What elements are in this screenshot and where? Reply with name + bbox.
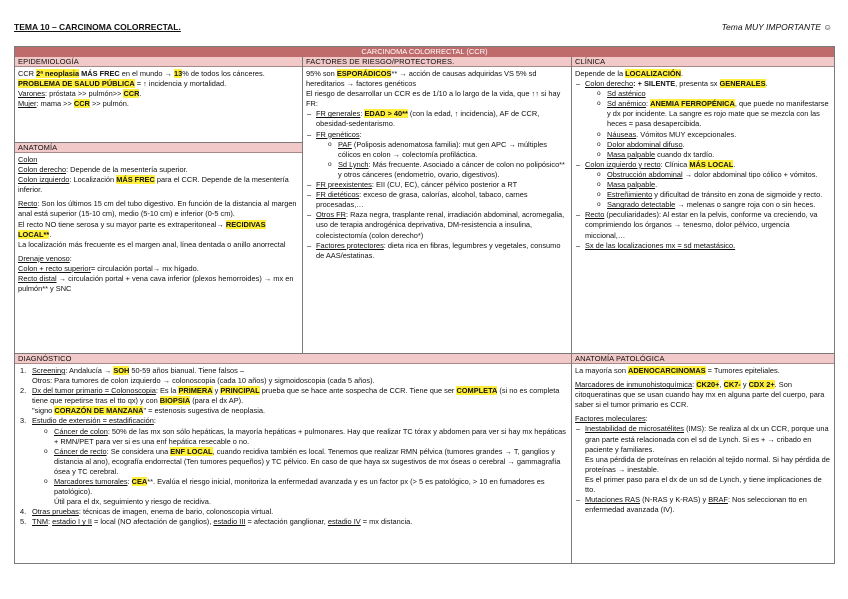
text-line — [18, 99, 299, 109]
text-segment: Inestabilidad de microsatélites — [585, 424, 685, 434]
text-segment: . — [49, 229, 52, 239]
list-item — [32, 517, 568, 527]
text-segment: COMPLETA — [456, 386, 498, 396]
list — [585, 170, 831, 210]
section-heading-anatomia: ANATOMÍA — [15, 143, 302, 153]
list-item — [607, 140, 831, 150]
text-segment: : Es la — [155, 386, 179, 396]
text-line — [18, 79, 299, 89]
text-segment: : Más frecuente. Asociado a cáncer de colon no polipósico** y otros cánceres (endometrio, ovario, digestivos). — [338, 159, 565, 179]
text-segment: : — [48, 517, 53, 527]
text-segment: Colon — [18, 155, 38, 164]
list-item — [316, 190, 568, 210]
text-segment: (con la edad, ↑ incidencia), AF de CCR, obesidad-sedentarismo. — [316, 109, 540, 129]
list-item — [32, 386, 568, 416]
text-segment: 2ª neoplasia — [36, 69, 80, 78]
text-segment: : — [69, 253, 72, 263]
text-line — [306, 69, 568, 89]
text-line — [575, 414, 831, 424]
text-segment: Factores moleculares — [575, 414, 646, 424]
text-segment: Colon izquierdo — [18, 175, 70, 185]
text-segment: : Se considera una — [106, 446, 171, 456]
text-segment: 50-59 años bianual. Tiene falsos – — [129, 366, 245, 375]
text-segment: CCR — [73, 99, 90, 109]
text-segment: Screening — [32, 366, 66, 375]
list — [575, 79, 831, 251]
text-segment: . — [765, 79, 768, 89]
text-segment: = mx distancia. — [360, 517, 413, 527]
list-item — [607, 150, 831, 160]
text-segment: Colon izquierdo y recto — [585, 159, 661, 169]
list — [316, 140, 568, 180]
text-segment: prueba que se hace ante sospecha de CCR. Tiene que ser — [259, 386, 457, 396]
list-item — [54, 477, 568, 507]
importance-text: Tema MUY IMPORTANTE — [721, 22, 821, 32]
text-segment: y — [212, 386, 221, 396]
text-segment: : Localización — [69, 175, 117, 185]
text-segment: = afectación ganglionar, — [245, 517, 328, 527]
text-segment: Sx de las localizaciones mx — [585, 240, 676, 250]
text-segment: MÁS FREC — [79, 69, 120, 78]
text-segment: Recto — [18, 199, 38, 209]
list-item — [607, 89, 831, 99]
text-segment: (Poliposis adenomatosa familia): mut gen APC → múltiples cólicos en colon → colectomía profiláctica. — [338, 139, 547, 159]
text-segment: Sangrado detectable — [607, 200, 676, 210]
text-segment: FR genéticos — [316, 129, 360, 139]
list-item — [316, 241, 568, 261]
text-line — [18, 220, 299, 240]
text-line — [18, 264, 299, 274]
text-segment: : Son los últimos 15 cm del tubo digestivo. En función de la distancia al margen anal está superior (15-10 cm), medio (5-10 cm) e inferior (0-5 cm). — [18, 199, 297, 219]
text-line — [575, 69, 831, 79]
list-item — [585, 210, 831, 240]
list-item — [32, 507, 568, 517]
text-segment: CCR — [123, 89, 140, 99]
section-heading-factores: FACTORES DE RIESGO/PROTECTORES. — [303, 57, 571, 67]
text-line — [18, 165, 299, 175]
text-segment: CDX 2+ — [748, 380, 775, 390]
text-segment: FR dietéticos — [316, 190, 360, 200]
text-segment: PAF — [338, 139, 352, 149]
text-segment: PROBLEMA DE SALUD PÚBLICA — [18, 79, 135, 89]
text-segment: : — [127, 477, 132, 487]
text-segment: MÁS LOCAL — [689, 159, 734, 169]
text-segment: La localización más frecuente es el margen anal, línea dentada o anillo anorrectal — [18, 239, 286, 249]
text-segment: , presenta sx — [675, 79, 720, 89]
text-segment: (peculiaridades): Al estar en la pelvis, conforme va creciendo, va comprimiendo los órganos → tenesmo, dolor pélvico, urgencia miccional,… — [585, 210, 818, 240]
text-segment: BIOPSIA — [159, 396, 191, 406]
text-segment: ANEMIA FERROPÉNICA — [650, 99, 735, 109]
importance-note — [722, 22, 832, 32]
clinica-body — [572, 68, 834, 353]
text-segment: Útil para el dx, seguimiento y riesgo de recidiva. — [54, 497, 211, 507]
text-segment: : Clínica — [660, 159, 690, 169]
text-segment: : EII (CU, EC), cáncer pélvico posterior a RT — [371, 180, 518, 190]
text-segment: Estudio de extensión = estadificación — [32, 416, 154, 426]
text-segment: Otros FR — [316, 210, 346, 220]
list-item — [607, 190, 831, 200]
list — [18, 366, 568, 528]
text-segment: cuando dx tardío. — [655, 149, 715, 159]
text-segment: Marcadores de inmunohistoquímica — [575, 380, 693, 390]
text-segment: Sd anémico — [607, 99, 647, 109]
text-segment: Marcadores tumorales — [54, 477, 128, 487]
list-item — [585, 424, 831, 495]
list-item — [607, 200, 831, 210]
section-heading-diagnostico: DIAGNÓSTICO — [15, 354, 571, 364]
text-segment: CORAZÓN DE MANZANA — [54, 406, 144, 416]
list-item — [585, 160, 831, 210]
list-item — [316, 109, 568, 129]
text-segment: (N-RAS y K-RAS) y — [640, 495, 709, 505]
text-segment: : — [646, 99, 651, 109]
text-segment: La mayoría son — [575, 366, 628, 375]
list-item — [607, 170, 831, 180]
section-heading-clinica: CLÍNICA — [572, 57, 834, 67]
text-segment: 95% son — [306, 69, 337, 78]
list — [306, 109, 568, 260]
list-item — [316, 210, 568, 240]
text-segment: estadio I y II — [52, 517, 92, 527]
text-segment: FR generales — [316, 109, 361, 119]
text-segment: : mama >> — [36, 99, 74, 109]
text-segment: : 50% de las mx son sólo hepáticas, la mayoría hepáticas + pulmonares. Hay que realizar TC tórax y abdomen para ver si hay mx hepáticas + RMN/PET para ver si es una enf hepática resecable o no. — [54, 426, 566, 446]
text-line — [18, 274, 299, 294]
text-segment: " = estenosis sugestiva de neoplasia. — [143, 406, 266, 416]
list-item — [585, 241, 831, 251]
text-line — [18, 89, 299, 99]
diagnostico-body — [15, 365, 571, 563]
section-heading-epidemiologia: EPIDEMIOLOGÍA — [15, 57, 302, 67]
list-item — [32, 366, 568, 386]
text-line — [18, 69, 299, 79]
text-segment: El riesgo de desarrollar un CCR es de 1/10 a lo largo de la vida, que ↑↑ si hay FR: — [306, 89, 561, 109]
text-line — [18, 175, 299, 195]
text-segment: : dieta rica en fibras, legumbres y vegetales, consumo de AAS/estatinas. — [316, 240, 561, 260]
text-segment: , — [719, 380, 724, 390]
text-segment: ** → acción de causas adquiridas VS 5% sd hereditarios → factores genéticos — [306, 69, 537, 89]
text-segment: ENF LOCAL — [170, 446, 213, 456]
text-segment: . Vómitos MUY excepcionales. — [636, 129, 737, 139]
text-segment: Varones — [18, 89, 45, 99]
text-segment: Estreñimiento — [607, 190, 653, 200]
text-segment: . — [655, 180, 658, 190]
text-segment: % de todos los cánceres. — [182, 69, 265, 78]
list-item — [607, 180, 831, 190]
list-item — [607, 130, 831, 140]
epidemiologia-body — [15, 68, 302, 142]
text-segment: Recto — [585, 210, 605, 220]
list — [575, 424, 831, 515]
text-segment: = sd metastásico. — [675, 240, 736, 250]
anatomia-body — [15, 154, 302, 353]
text-segment: en el mundo → — [119, 69, 174, 78]
text-segment: EDAD > 40** — [364, 109, 408, 119]
text-segment: GENERALES — [719, 79, 766, 89]
text-segment: , que puede no manifestarse y dx por incidente. La sangre es rojo mate que se mezcla con las heces = pasa desapercibida. — [607, 99, 829, 129]
text-segment: = ↑ incidencia y mortalidad. — [134, 79, 227, 89]
text-segment: Masa palpable — [607, 149, 656, 159]
text-segment: estadio III — [213, 517, 246, 527]
text-segment: : técnicas de imagen, enema de bario, colonoscopia virtual. — [78, 507, 274, 517]
list-item — [54, 427, 568, 447]
text-segment: CCR — [18, 69, 37, 78]
summary-table — [14, 46, 835, 564]
text-segment: TNM — [32, 517, 49, 527]
text-line — [18, 199, 299, 219]
text-segment: = local (NO afectación de ganglios), — [91, 517, 214, 527]
list-item — [338, 160, 568, 180]
text-segment: Es una pérdida de proteínas en relación al tejido normal. Si hay pérdida de proteínas → inestable. — [585, 454, 830, 474]
text-segment: = Tumores epiteliales. — [705, 366, 780, 375]
text-segment: Obstrucción abdominal — [607, 169, 683, 179]
list-item — [54, 447, 568, 477]
list-item — [32, 416, 568, 507]
text-segment: CK20+ — [696, 380, 720, 390]
section-heading-patologica: ANATOMÍA PATOLÓGICA — [572, 354, 834, 364]
list-item — [316, 180, 568, 190]
text-segment: (para el dx AP). — [190, 396, 244, 406]
text-segment: : — [645, 414, 648, 424]
text-segment: Mutaciones RAS — [585, 495, 641, 505]
text-segment: CK7- — [723, 380, 741, 390]
text-segment: : Depende de la mesentería superior. — [66, 165, 188, 175]
text-segment: Drenaje venoso — [18, 253, 70, 263]
text-segment: SOH — [113, 366, 130, 375]
text-line — [18, 254, 299, 264]
text-segment: Colon + recto superior — [18, 263, 91, 273]
list-item — [607, 99, 831, 129]
text-segment: ESPORÁDICOS — [336, 69, 392, 78]
text-segment: Dx del tumor primario = Colonoscopia — [32, 386, 156, 396]
text-segment: >> pulmón. — [89, 99, 129, 109]
text-segment: (IMS): Se realiza al dx un CCR, porque una gran parte está relacionada con el sd de Lynch. Si es + → cribado en paciente y familiares. — [585, 424, 829, 454]
text-segment: : — [359, 129, 362, 139]
list-item — [585, 79, 831, 160]
text-segment: : — [153, 416, 156, 426]
text-segment: FR preexistentes — [316, 180, 372, 190]
text-segment: → circulación portal + vena cava inferior (plexos hemorroides) → mx en pulmón** y SNC — [18, 274, 294, 294]
list-item — [338, 140, 568, 160]
text-segment: Colon derecho — [585, 79, 634, 89]
text-segment: → melenas o sangre roja con o sin heces. — [675, 200, 816, 210]
text-segment: : próstata >> pulmón>> — [44, 89, 124, 99]
text-segment: RECIDIVAS LOCAL** — [18, 219, 266, 239]
document-title: TEMA 10 – CARCINOMA COLORRECTAL. — [14, 22, 181, 32]
text-segment: Masa palpable — [607, 180, 656, 190]
text-segment: Sd asténico — [607, 89, 646, 99]
text-segment: : + SILENTE — [633, 79, 676, 89]
text-segment: Dolor abdominal difuso — [607, 139, 683, 149]
text-segment: Cáncer de recto — [54, 446, 107, 456]
text-segment: CEA — [131, 477, 148, 487]
text-segment: PRIMERA — [178, 386, 213, 396]
text-segment: : — [360, 109, 365, 119]
list-item — [585, 495, 831, 515]
text-segment: "signo — [32, 406, 55, 416]
text-line — [575, 380, 831, 410]
text-segment: ADENOCARCINOMAS — [628, 366, 706, 375]
text-segment: : Raza negra, trasplante renal, irradiación abdominal, acromegalia, uso de terapia androgénica deprivativa, DM-resistencia a insulina, colecistectomía (colon derecho*) — [316, 210, 565, 240]
text-segment: PRINCIPAL — [220, 386, 260, 396]
patologica-body — [572, 365, 834, 563]
text-segment: Sd Lynch — [338, 159, 369, 169]
text-segment: : Andalucía → — [65, 366, 114, 375]
text-segment: Cáncer de colon — [54, 426, 108, 436]
list — [32, 427, 568, 508]
text-segment: : Nos seleccionan tto en enfermedad avanzada (IV). — [585, 495, 807, 515]
text-segment: : exceso de grasa, calorías, alcohol, tabaco, carnes procesadas,… — [316, 190, 528, 210]
text-segment: → dolor abdominal tipo cólico + vómitos. — [682, 169, 818, 179]
text-segment: , cuando recidiva también es local. Tenemos que realizar RMN pélvica (tumores grandes → T, ganglios y distancia al ano), ecografía endorrectal (Ten tumores pequeños) y TC pélvico. En caso de que haya sx sugestivos de mx óseas o cerebral → gammagrafía ósea y TC cerebral. — [54, 446, 561, 476]
list-item — [316, 130, 568, 180]
text-segment: para el CCR. Depende de la mesentería inferior. — [18, 175, 289, 195]
list — [585, 89, 831, 160]
text-segment: Colon derecho — [18, 165, 67, 175]
text-segment: . Son citoqueratinas que se usan cuando hay mx en alguna parte del cuerpo, para saber si el tumor primario es CCR. — [575, 380, 825, 410]
text-segment: (si no es completa tiene que repetirse tras el tto qx) y con — [32, 386, 560, 406]
factores-body — [303, 68, 571, 353]
table-banner: CARCINOMA COLORRECTAL (CCR) — [15, 47, 834, 57]
text-segment: Es el primer paso para el dx de un sd de Lynch, y tiene implicaciones de tto. — [585, 474, 822, 495]
text-line — [575, 366, 831, 376]
text-segment: : — [692, 380, 697, 390]
text-segment: El recto NO tiene serosa y su mayor parte es extraperitoneal→ — [18, 219, 226, 229]
text-segment: Náuseas — [607, 129, 637, 139]
text-segment: 13 — [173, 69, 183, 78]
text-segment: y dificultad de tránsito en zona de sigmoide y recto. — [652, 190, 823, 200]
smile-icon: ☺ — [823, 22, 832, 32]
text-segment: estadio IV — [327, 517, 361, 527]
text-segment: Mujer — [18, 99, 37, 109]
text-segment: . — [139, 89, 142, 99]
text-segment: BRAF — [708, 495, 728, 505]
text-segment: Otras pruebas — [32, 507, 79, 517]
text-segment: Factores protectores — [316, 240, 384, 250]
text-segment: = circulación portal→ mx hígado. — [90, 263, 199, 273]
text-segment: . — [733, 159, 736, 169]
text-segment: Otros: Para tumores de colon izquierdo → colonoscopia (cada 10 años) y sigmoidoscopia (cada 5 años). — [32, 376, 375, 386]
text-segment: . — [682, 139, 685, 149]
text-segment: MÁS FREC — [116, 175, 155, 185]
text-segment: Depende de la — [575, 69, 626, 78]
text-segment: y — [740, 380, 749, 390]
text-segment: LOCALIZACIÓN — [625, 69, 681, 78]
text-segment: Recto distal — [18, 274, 57, 284]
text-segment: **. Evalúa el riesgo inicial, monitoriza la enfermedad avanzada y es un factor px (> 5 es patológico, > 10 en fumadores es patológico). — [54, 477, 545, 497]
text-segment: . — [680, 69, 684, 78]
